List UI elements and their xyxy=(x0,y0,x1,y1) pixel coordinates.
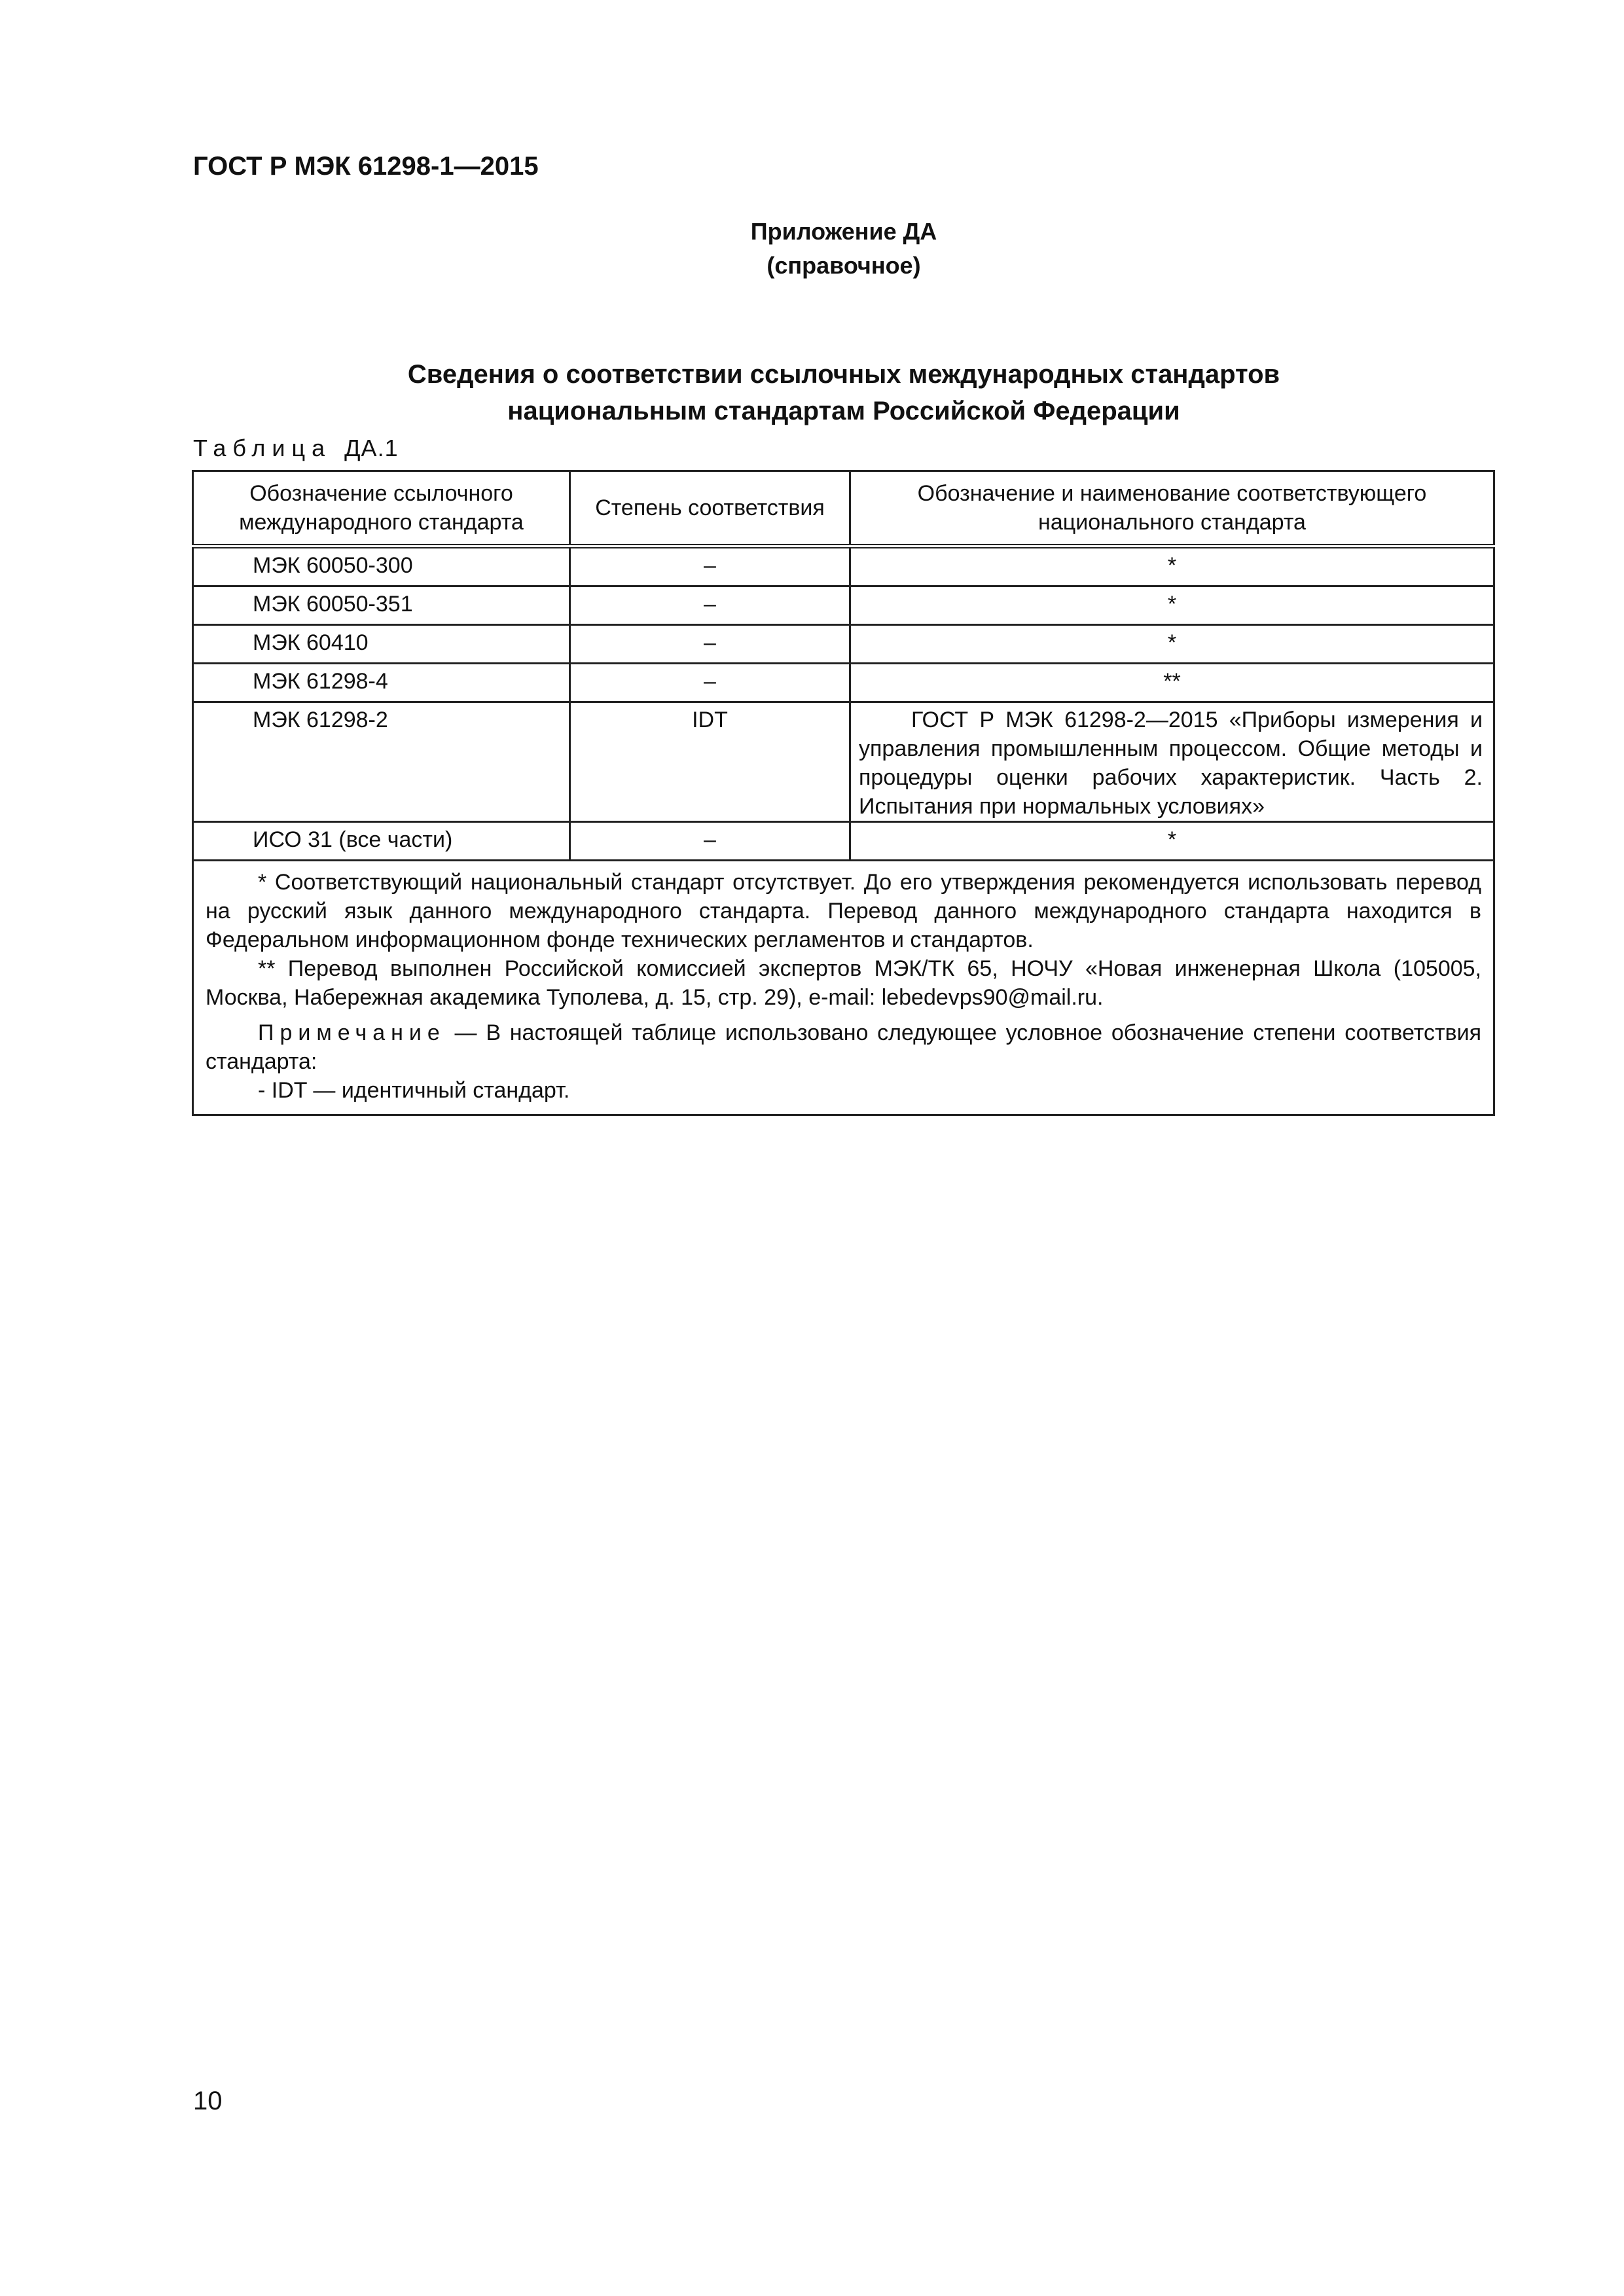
table-notes xyxy=(193,861,1494,1115)
table-header-row xyxy=(193,471,1494,547)
column-header-international-standard: Обозначение ссылочного международного стандарта xyxy=(193,471,570,547)
table-row xyxy=(193,547,1494,586)
note-label: Примечание xyxy=(258,1020,446,1045)
document-code: ГОСТ Р МЭК 61298-1—2015 xyxy=(193,152,539,181)
column-header-degree: Степень соответствия xyxy=(570,471,850,547)
cell-standard: МЭК 61298-2 xyxy=(193,702,570,822)
cell-national: * xyxy=(850,547,1494,586)
table-row xyxy=(193,625,1494,664)
cell-standard: МЭК 61298-4 xyxy=(193,664,570,702)
table-row xyxy=(193,822,1494,861)
section-title-line1: Сведения о соответствии ссылочных международных стандартов xyxy=(407,360,1280,389)
cell-degree: – xyxy=(570,547,850,586)
table-row xyxy=(193,702,1494,822)
cell-standard: МЭК 60410 xyxy=(193,625,570,664)
standards-table xyxy=(192,470,1495,1116)
table-caption-word: Таблица xyxy=(193,435,332,461)
table-caption-number: ДА.1 xyxy=(344,435,399,461)
cell-standard: ИСО 31 (все части) xyxy=(193,822,570,861)
appendix-heading xyxy=(0,215,1624,283)
cell-degree: IDT xyxy=(570,702,850,822)
cell-degree: – xyxy=(570,822,850,861)
table-caption xyxy=(193,435,399,462)
column-header-national-standard: Обозначение и наименование соответствующего национального стандарта xyxy=(850,471,1494,547)
cell-degree: – xyxy=(570,586,850,625)
footnote-double-star: ** Перевод выполнен Российской комиссией экспертов МЭК/ТК 65, НОЧУ «Новая инженерная Школа (105005, Москва, Набережная академика Туполева, д. 15, стр. 29), e-mail: lebedevps90@mail.ru. xyxy=(206,956,1481,1010)
footnote-single-star: * Соответствующий национальный стандарт отсутствует. До его утверждения рекомендуется использовать перевод на русский язык данного международного стандарта. Перевод данного международного стандарта находится в Федеральном информационном фонде технических регламентов и стандартов. xyxy=(206,870,1481,952)
cell-degree: – xyxy=(570,625,850,664)
cell-degree: – xyxy=(570,664,850,702)
cell-national: ГОСТ Р МЭК 61298-2—2015 «Приборы измерения и управления промышленным процессом. Общие методы и процедуры оценки рабочих характеристик. Часть 2. Испытания при нормальных условиях» xyxy=(850,702,1494,822)
note-item: - IDT — идентичный стандарт. xyxy=(258,1078,570,1103)
appendix-title: Приложение ДА xyxy=(750,218,937,245)
table-notes-row xyxy=(193,861,1494,1115)
appendix-kind: (справочное) xyxy=(767,252,921,279)
cell-national: * xyxy=(850,625,1494,664)
cell-national: ** xyxy=(850,664,1494,702)
table-row xyxy=(193,586,1494,625)
section-title xyxy=(0,356,1624,429)
page-number: 10 xyxy=(193,2087,223,2115)
cell-standard: МЭК 60050-351 xyxy=(193,586,570,625)
cell-national: * xyxy=(850,586,1494,625)
table-row xyxy=(193,664,1494,702)
cell-national: * xyxy=(850,822,1494,861)
note-text: — В настоящей таблице использовано следующее условное обозначение степени соответствия стандарта: xyxy=(206,1020,1481,1074)
section-title-line2: национальным стандартам Российской Федерации xyxy=(507,397,1180,425)
table-note xyxy=(206,1018,1481,1076)
cell-standard: МЭК 60050-300 xyxy=(193,547,570,586)
